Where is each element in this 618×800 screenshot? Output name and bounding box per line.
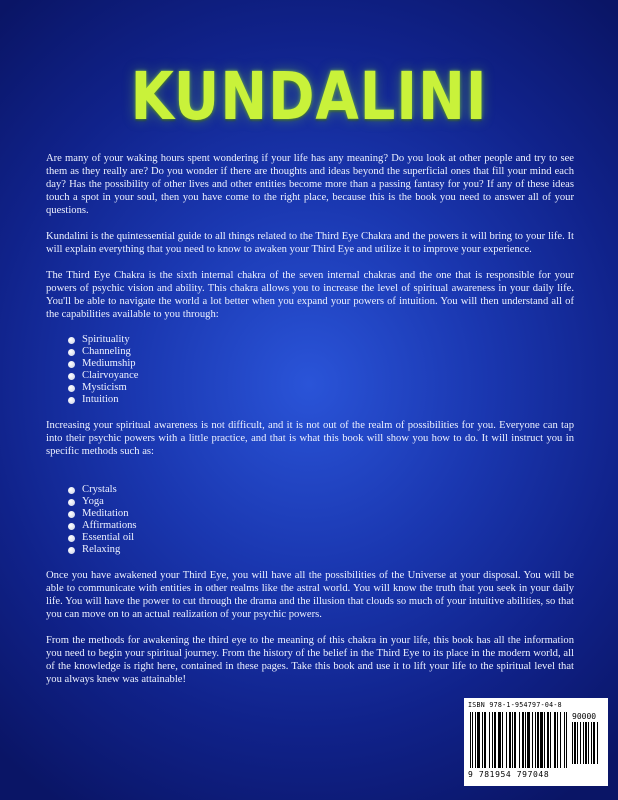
blurb <box>46 152 574 699</box>
paragraph-closing: From the methods for awakening the third eye to the meaning of this chakra in your life, this book has all the information you need to begin your spiritual journey. From the history of the belief in the Third Eye to its place in the modern world, all of the knowledge is right here, contained in these pages. Take this book and use it to lift your life to the spiritual level that you always knew was attainable! <box>46 635 574 685</box>
barcode-bars <box>470 712 570 770</box>
bullet-icon <box>68 373 75 380</box>
list-item: Clairvoyance <box>68 370 574 382</box>
bullet-icon <box>68 535 75 542</box>
list-item: Intuition <box>68 394 574 406</box>
list-item: Spirituality <box>68 334 574 346</box>
bullet-icon <box>68 337 75 344</box>
paragraph-third-eye: The Third Eye Chakra is the sixth internal chakra of the seven internal chakras and the one that is responsible for your powers of psychic vision and ability. This chakra allows you to increase the level of spiritual awareness in your daily life. You'll be able to navigate the world a lot better when you expand your powers of intuition. You will then understand all of the capabilities available to you through: <box>46 270 574 320</box>
list-item: Essential oil <box>68 532 574 544</box>
price-code: 90000 <box>572 712 597 721</box>
list-item: Mysticism <box>68 382 574 394</box>
bullet-icon <box>68 499 75 506</box>
bullet-icon <box>68 511 75 518</box>
list-item: Channeling <box>68 346 574 358</box>
bullet-icon <box>68 397 75 404</box>
methods-list <box>46 484 574 556</box>
list-item: Yoga <box>68 496 574 508</box>
capabilities-list <box>46 334 574 406</box>
bullet-icon <box>68 523 75 530</box>
book-title: KUNDALINI <box>130 58 488 135</box>
list-item: Relaxing <box>68 544 574 556</box>
list-item: Mediumship <box>68 358 574 370</box>
bullet-icon <box>68 547 75 554</box>
bullet-icon <box>68 349 75 356</box>
paragraph-awakened: Once you have awakened your Third Eye, you will have all the possibilities of the Universe at your disposal. You will be able to communicate with entities in other realms like the astral world. You will know the truth that you seek in your daily life. You will have the power to cut through the drama and the illusion that clouds so much of your intuitive abilities, so that you can move on to an actual realization of your psychic powers. <box>46 570 574 620</box>
addon-barcode-bars <box>572 722 602 764</box>
bullet-icon <box>68 487 75 494</box>
paragraph-guide: Kundalini is the quintessential guide to all things related to the Third Eye Chakra and the powers it will bring to your life. It will explain everything that you need to know to awaken your Third Eye and utilize it to improve your experience. <box>46 231 574 255</box>
isbn-barcode <box>464 698 608 786</box>
paragraph-intro: Are many of your waking hours spent wondering if your life has any meaning? Do you look at other people and try to see them as they really are? Do you wonder if there are thoughts and ideas beyond the superficial ones that fill your mind each day? Has the possibility of other lives and other entities become more than a passing fantasy for you? If any of these ideas touch a spot in your soul, then you have come to the right place, because this is the book you need to answer all of your questions. <box>46 153 574 216</box>
bullet-icon <box>68 385 75 392</box>
list-item: Affirmations <box>68 520 574 532</box>
list-item: Meditation <box>68 508 574 520</box>
bullet-icon <box>68 361 75 368</box>
list-item: Crystals <box>68 484 574 496</box>
isbn-text: ISBN 978-1-954797-04-8 <box>468 701 562 709</box>
paragraph-awareness: Increasing your spiritual awareness is not difficult, and it is not out of the realm of possibilities for you. Everyone can tap into their psychic powers with a little practice, and that is what this book will show you how to do. It will instruct you in specific methods such as: <box>46 420 574 457</box>
barcode-digits: 9 781954 797048 <box>468 770 550 779</box>
